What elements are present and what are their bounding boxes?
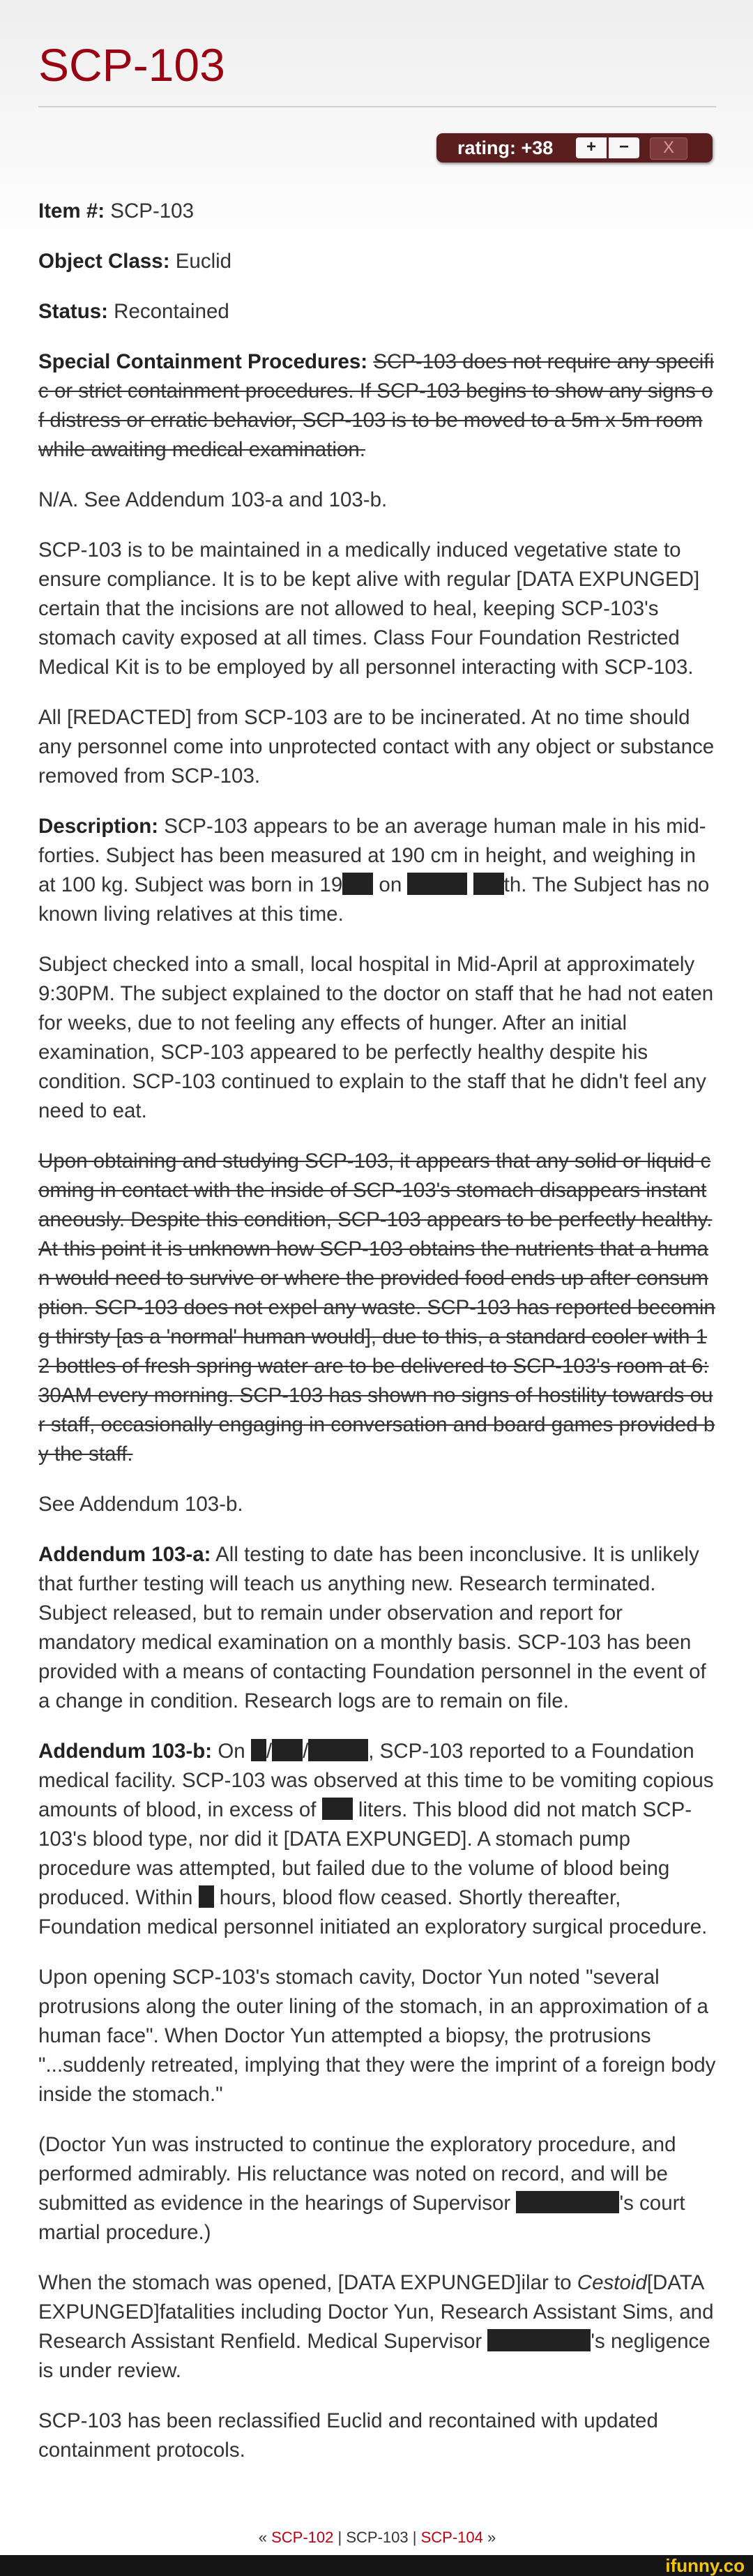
description xyxy=(38,812,716,929)
paragraph-hospital: Subject checked into a small, local hospital in Mid-April at approximately 9:30PM. The subject explained to the doctor on staff that he had not eaten for weeks, due to not feeling any effects of hunger. After an initial examination, SCP-103 appeared to be perfectly healthy despite his condition. SCP-103 continued to explain to the staff that he didn't feel any need to eat. xyxy=(38,953,714,1122)
nav-open-quote: « xyxy=(258,2529,272,2546)
description-text: th. The Subject has no known living relatives at this time. xyxy=(38,873,710,926)
court-text: (Doctor Yun was instructed to continue the exploratory procedure, and performed admirably. His reluctance was noted on record, and will be submitted as evidence in the hearings of Supervisor xyxy=(38,2133,676,2215)
addendum-103-a xyxy=(38,1540,716,1716)
stomach-text: When the stomach was opened, [DATA EXPUNGED]ilar to xyxy=(38,2271,577,2294)
rate-down-button[interactable]: − xyxy=(609,137,639,158)
status-value: Recontained xyxy=(107,300,229,323)
series-navigation xyxy=(38,2528,716,2547)
redaction-bar xyxy=(272,1739,303,1761)
date-separator: / xyxy=(266,1740,273,1763)
nav-separator: | xyxy=(408,2529,421,2546)
nav-separator: | xyxy=(333,2529,347,2546)
date-separator: / xyxy=(303,1740,309,1763)
description-text: on xyxy=(373,873,408,896)
cestoid-term: Cestoid xyxy=(577,2271,647,2294)
article-body xyxy=(38,197,716,2486)
rate-up-button[interactable]: + xyxy=(576,137,607,158)
nav-next-link[interactable]: SCP-104 xyxy=(420,2529,483,2546)
paragraph-incineration: All [REDACTED] from SCP-103 are to be incinerated. At no time should any personnel come into unprotected contact with any object or substance removed from SCP-103. xyxy=(38,706,715,788)
item-label: Item #: xyxy=(38,199,105,223)
object-class-value: Euclid xyxy=(169,250,232,273)
item-value: SCP-103 xyxy=(105,199,194,223)
containment-label: Special Containment Procedures: xyxy=(38,350,368,373)
paragraph-court-martial xyxy=(38,2130,716,2247)
court-text: 's court martial procedure.) xyxy=(38,2192,685,2244)
redaction-bar xyxy=(199,1885,214,1908)
addendum-b-label: Addendum 103-b: xyxy=(38,1740,213,1763)
item-number xyxy=(38,197,716,226)
struck-procedures: SCP-103 does not require any specific or strict containment procedures. If SCP-103 begins to show any signs of distress or erratic behavior, SCP-103 is to be moved to a 5m x 5m room while awaiting medical examination. xyxy=(38,350,714,461)
rating-module xyxy=(436,133,713,163)
redaction-bar xyxy=(308,1739,368,1761)
stomach-text: 's negligence is under review. xyxy=(38,2330,710,2382)
status xyxy=(38,297,716,326)
addendum-b-text: liters. This blood did not match SCP-103's blood type, nor did it [DATA EXPUNGED]. A stomach pump procedure was attempted, but failed due to the volume of blood being produced. Within xyxy=(38,1798,692,1909)
paragraph-maintenance: SCP-103 is to be maintained in a medically induced vegetative state to ensure compliance. It is to be kept alive with regular [DATA EXPUNGED] certain that the incisions are not allowed to heal, keeping SCP-103's stomach cavity exposed at all times. Class Four Foundation Restricted Medical Kit is to be employed by all personnel interacting with SCP-103. xyxy=(38,538,700,679)
stomach-text: [DATA EXPUNGED]fatalities including Doctor Yun, Research Assistant Sims, and Research Assistant Renfield. Medical Supervisor xyxy=(38,2271,714,2353)
paragraph-reclassified: SCP-103 has been reclassified Euclid and recontained with updated containment protocols. xyxy=(38,2409,658,2462)
addendum-b-text: hours, blood flow ceased. Shortly thereafter, Foundation medical personnel initiated an exploratory surgical procedure. xyxy=(38,1886,708,1938)
paragraph-see-addendum: See Addendum 103-b. xyxy=(38,1493,243,1516)
addendum-a-label: Addendum 103-a: xyxy=(38,1543,211,1566)
addendum-b-text: On xyxy=(212,1740,251,1763)
paragraph-struck-observations: Upon obtaining and studying SCP-103, it appears that any solid or liquid coming in contact with the inside of SCP-103's stomach disappears instantaneously. Despite this condition, SCP-103 appears to be perfectly healthy. At this point it is unknown how SCP-103 obtains the nutrients that a human would need to survive or where the provided food ends up after consumption. SCP-103 does not expel any waste. SCP-103 has reported becoming thirsty [as a 'normal' human would], due to this, a standard cooler with 12 bottles of fresh spring water are to be delivered to SCP-103's room at 6:30AM every morning. SCP-103 has shown no signs of hostility towards our staff, occasionally engaging in conversation and board games provided by the staff. xyxy=(38,1150,715,1466)
status-label: Status: xyxy=(38,300,108,323)
rate-cancel-button[interactable]: X xyxy=(650,137,687,160)
title-divider xyxy=(38,106,716,107)
addendum-103-b xyxy=(38,1737,716,1942)
watermark-bar xyxy=(0,2555,753,2576)
description-text xyxy=(467,873,473,896)
page-title: SCP-103 xyxy=(38,39,225,91)
addendum-b-text: , SCP-103 reported to a Foundation medical facility. SCP-103 was observed at this time to be vomiting copious amounts of blood, in excess of xyxy=(38,1740,714,1821)
containment-procedures xyxy=(38,347,716,465)
description-text: SCP-103 appears to be an average human male in his mid-forties. Subject has been measured at 190 cm in height, and weighing in at 100 kg. Subject was born in 19 xyxy=(38,815,706,896)
object-class xyxy=(38,247,716,276)
redaction-bar xyxy=(487,2329,591,2351)
nav-close-quote: » xyxy=(482,2529,496,2546)
redaction-bar xyxy=(516,2191,619,2213)
paragraph-stomach-opened xyxy=(38,2268,716,2386)
watermark-logo: ifunny.co xyxy=(665,2555,745,2576)
paragraph-doctor-yun: Upon opening SCP-103's stomach cavity, Doctor Yun noted "several protrusions along the outer lining of the stomach, in an approximation of a human face". When Doctor Yun attempted a biopsy, the protrusions "...suddenly retreated, implying that they were the imprint of a foreign body inside the stomach." xyxy=(38,1966,716,2106)
description-label: Description: xyxy=(38,815,159,838)
addendum-a-text: All testing to date has been inconclusive. It is unlikely that further testing will teach us anything new. Research terminated. Subject released, but to remain under observation and report for mandatory medical examination on a monthly basis. SCP-103 has been provided with a means of contacting Foundation personnel in the event of a change in condition. Research logs are to remain on file. xyxy=(38,1543,706,1712)
redaction-bar xyxy=(322,1798,353,1820)
object-class-label: Object Class: xyxy=(38,250,170,273)
rating-label: rating: +38 xyxy=(457,137,554,158)
nav-prev-link[interactable]: SCP-102 xyxy=(271,2529,334,2546)
paragraph-na: N/A. See Addendum 103-a and 103-b. xyxy=(38,488,388,511)
redaction-bar xyxy=(407,873,467,895)
nav-current: SCP-103 xyxy=(346,2529,409,2546)
redaction-bar xyxy=(473,873,504,895)
redaction-bar xyxy=(342,873,373,895)
redaction-bar xyxy=(251,1739,266,1761)
